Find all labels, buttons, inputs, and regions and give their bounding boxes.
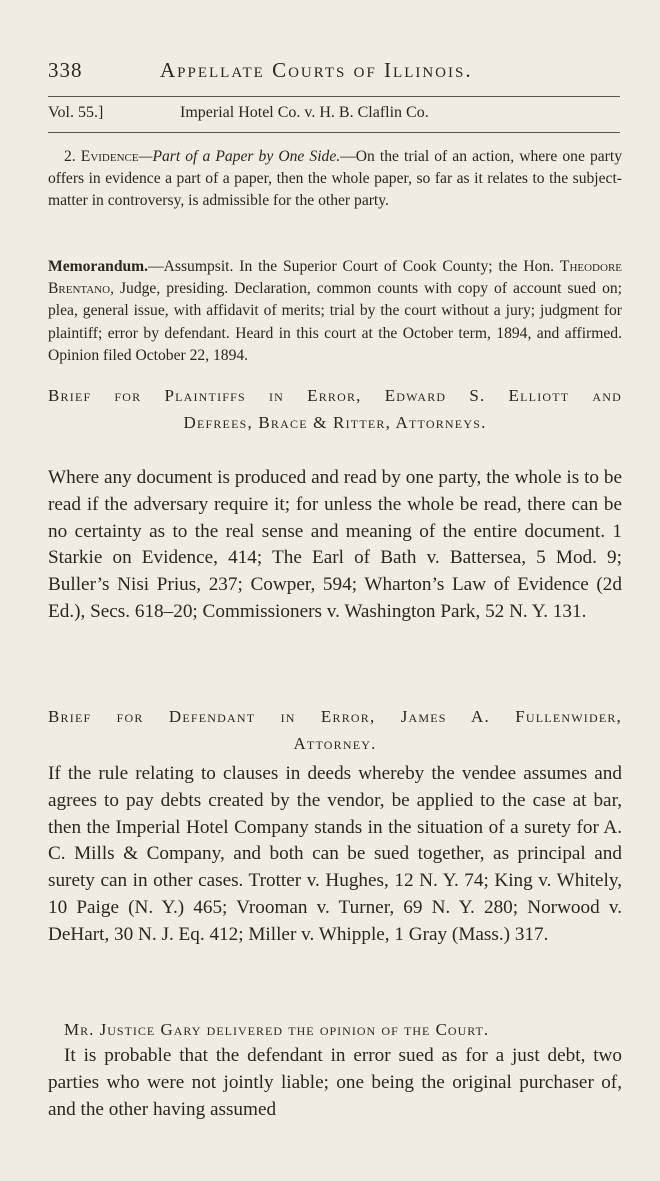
header-rule-bottom: [48, 132, 620, 133]
brief-plaintiffs-heading-line1: Brief for Plaintiffs in Error, Edward S. Elliott and: [48, 386, 622, 405]
syllabus-topic: —Part of a Paper by One Side.: [138, 148, 341, 165]
brief-defendant-heading-line2: Attorney.: [293, 734, 377, 753]
case-name: Imperial Hotel Co. v. H. B. Claflin Co.: [180, 104, 429, 121]
brief-plaintiffs-heading-line2: Defrees, Brace & Ritter, Attorneys.: [183, 413, 487, 432]
brief-plaintiffs-body: Where any document is produced and read by one party, the whole is to be read if the adversary require it; for unless the whole be read, there can be no certainty as to the real sense and meaning of the entire document. 1 Starkie on Evidence, 414; The Earl of Bath v. Battersea, 5 Mod. 9; Buller’s Nisi Prius, 237; Cowper, 594; Wharton’s Law of Evidence (2d Ed.), Secs. 618–20; Commissioners v. Washington Park, 52 N. Y. 131.: [48, 467, 622, 622]
memorandum-label: Memorandum.: [48, 258, 149, 275]
brief-plaintiffs-heading: [48, 382, 622, 436]
header-rule-top: [48, 96, 620, 97]
brief-defendant-body: If the rule relating to clauses in deeds whereby the vendee assumes and agrees to pay debts created by the vendor, be applied to the case at bar, then the Imperial Hotel Company stands in the situation of a surety for A. C. Mills & Company, and both can be sued together, as principal and surety can in other cases. Trotter v. Hughes, 12 N. Y. 74; King v. Whitely, 10 Paige (N. Y.) 465; Vrooman v. Turner, 69 N. Y. 280; Norwood v. DeHart, 30 N. J. Eq. 412; Miller v. Whipple, 1 Gray (Mass.) 317.: [48, 763, 622, 945]
syllabus-paragraph: [48, 146, 622, 212]
judge-name: Theodore Brentano: [48, 258, 622, 298]
volume-label: Vol. 55.]: [48, 104, 104, 121]
book-title: Appellate Courts of Illinois.: [160, 58, 473, 82]
syllabus-label: Evidence: [80, 148, 139, 165]
page-number: 338: [48, 58, 83, 82]
case-subheader: [48, 104, 623, 128]
brief-defendant-heading: [48, 703, 622, 757]
memorandum-text-1: —Assumpsit. In the Superior Court of Cook County; the Hon.: [148, 258, 560, 275]
opinion-heading: Mr. Justice Gary delivered the opinion of the Court.: [64, 1020, 490, 1039]
memorandum-paragraph: [48, 256, 622, 367]
opinion-body: It is probable that the defendant in error sued as for a just debt, two parties who were not jointly liable; one being the original purchaser of, and the other having assumed: [48, 1045, 622, 1120]
syllabus-text: —On the trial of an action, where one party offers in evidence a part of a paper, then the whole paper, so far as it relates to the subject-matter in controversy, is admissible for the other party.: [48, 148, 623, 209]
running-head: [48, 58, 623, 88]
brief-defendant-heading-line1: Brief for Defendant in Error, James A. Fullenwider,: [48, 707, 622, 726]
syllabus-number: 2.: [64, 148, 76, 165]
memorandum-text-2: , Judge, presiding. Declaration, common counts with copy of account sued on; plea, general issue, with affidavit of merits; trial by the court without a jury; judgment for plaintiff; error by defendant. Heard in this court at the October term, 1894, and affirmed. Opinion filed October 22, 1894.: [48, 280, 622, 364]
